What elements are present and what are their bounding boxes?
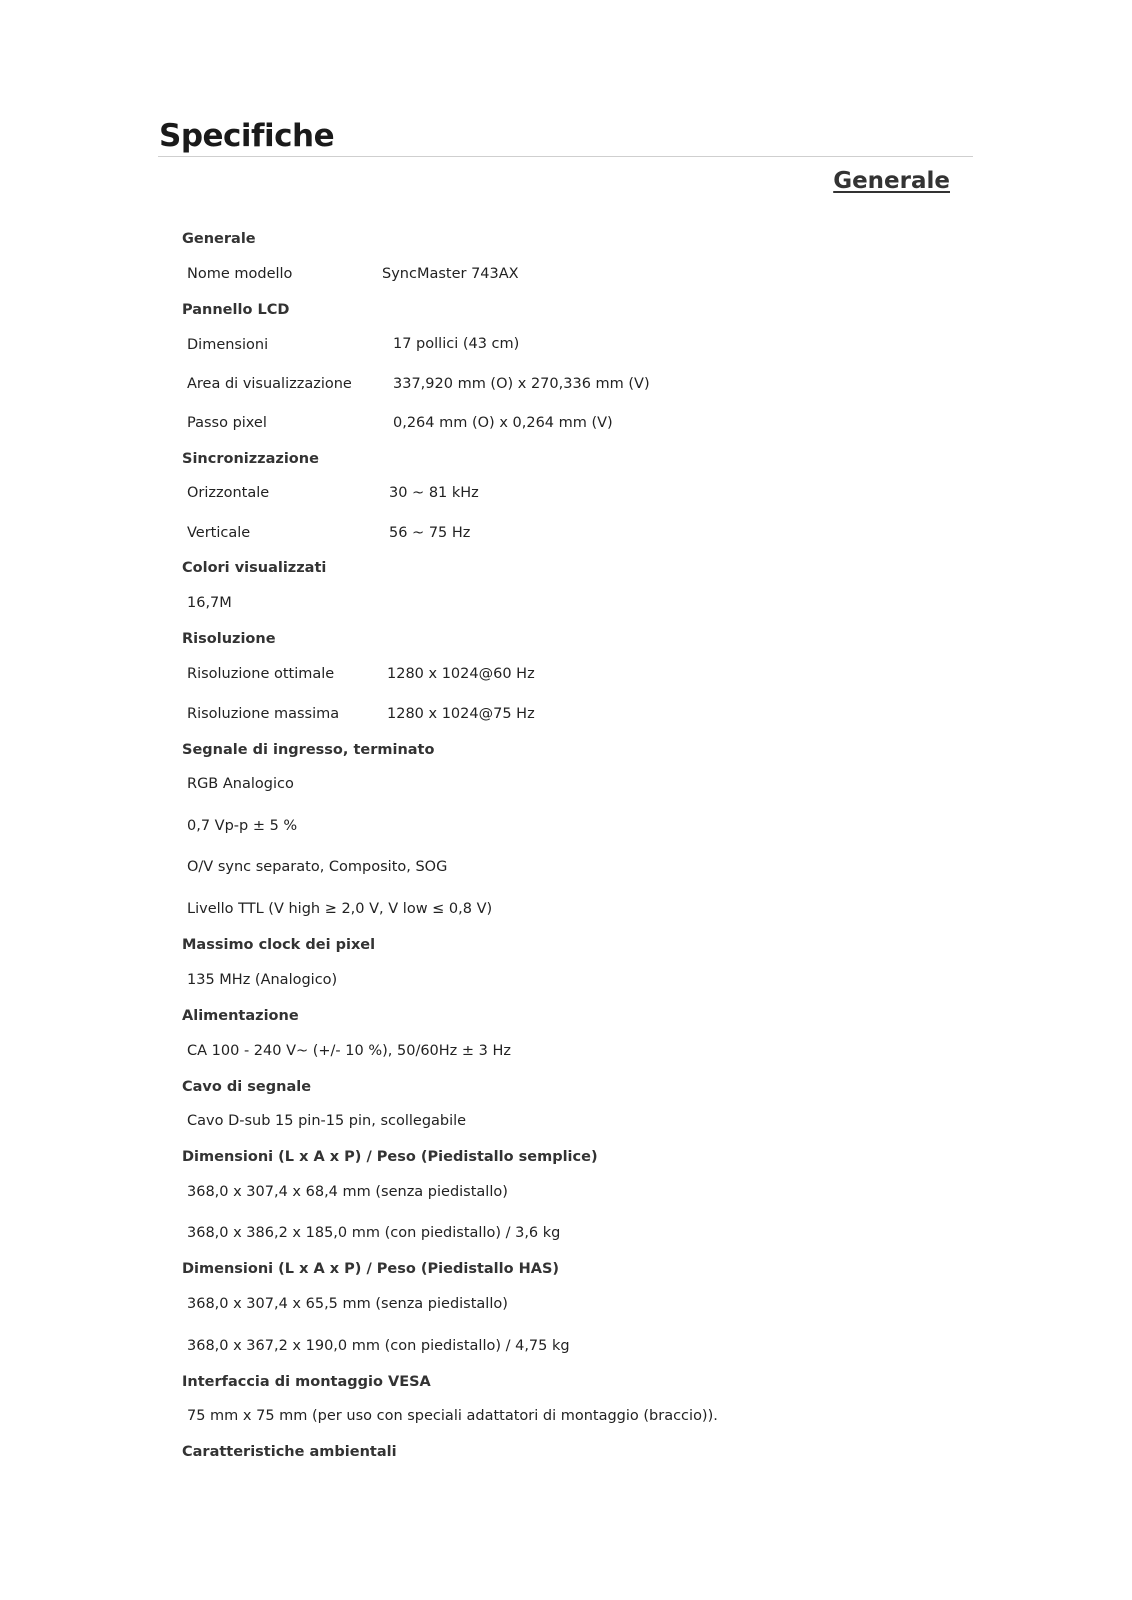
- title-divider: [158, 156, 973, 157]
- dimensioni-semplice-line: 368,0 x 307,4 x 68,4 mm (senza piedistallo): [187, 1184, 508, 1200]
- heading-sincronizzazione: Sincronizzazione: [182, 451, 319, 467]
- segnale-line: 0,7 Vp-p ± 5 %: [187, 818, 298, 834]
- section-subtitle: Generale: [833, 168, 950, 194]
- label-area: Area di visualizzazione: [187, 376, 352, 392]
- heading-risoluzione: Risoluzione: [182, 631, 276, 647]
- heading-generale: Generale: [182, 231, 256, 247]
- label-risoluzione-massima: Risoluzione massima: [187, 706, 340, 722]
- heading-dimensioni-has: Dimensioni (L x A x P) / Peso (Piedistallo HAS): [182, 1261, 560, 1277]
- value-colori: 16,7M: [187, 595, 232, 611]
- page-title: Specifiche: [159, 118, 335, 154]
- heading-clock: Massimo clock dei pixel: [182, 937, 376, 953]
- value-risoluzione-ottimale: 1280 x 1024@60 Hz: [387, 666, 535, 682]
- value-vesa: 75 mm x 75 mm (per uso con speciali adattatori di montaggio (braccio)).: [187, 1408, 718, 1424]
- label-dimensioni: Dimensioni: [187, 337, 269, 353]
- value-nome-modello: SyncMaster 743AX: [382, 266, 519, 282]
- heading-alimentazione: Alimentazione: [182, 1008, 299, 1024]
- heading-cavo: Cavo di segnale: [182, 1079, 312, 1095]
- segnale-line: O/V sync separato, Composito, SOG: [187, 859, 448, 875]
- heading-colori: Colori visualizzati: [182, 560, 327, 576]
- value-risoluzione-massima: 1280 x 1024@75 Hz: [387, 706, 535, 722]
- value-alimentazione: CA 100 - 240 V~ (+/- 10 %), 50/60Hz ± 3 Hz: [187, 1043, 512, 1059]
- value-passo-pixel: 0,264 mm (O) x 0,264 mm (V): [393, 415, 613, 431]
- label-risoluzione-ottimale: Risoluzione ottimale: [187, 666, 335, 682]
- heading-dimensioni-semplice: Dimensioni (L x A x P) / Peso (Piedistallo semplice): [182, 1149, 598, 1165]
- value-verticale: 56 ~ 75 Hz: [389, 525, 471, 541]
- heading-segnale: Segnale di ingresso, terminato: [182, 742, 435, 758]
- label-verticale: Verticale: [187, 525, 251, 541]
- value-area: 337,920 mm (O) x 270,336 mm (V): [393, 376, 650, 392]
- dimensioni-has-line: 368,0 x 367,2 x 190,0 mm (con piedistallo) / 4,75 kg: [187, 1338, 570, 1354]
- label-orizzontale: Orizzontale: [187, 485, 270, 501]
- heading-vesa: Interfaccia di montaggio VESA: [182, 1374, 431, 1390]
- value-cavo: Cavo D-sub 15 pin-15 pin, scollegabile: [187, 1113, 467, 1129]
- heading-pannello-lcd: Pannello LCD: [182, 302, 290, 318]
- heading-ambientali: Caratteristiche ambientali: [182, 1444, 397, 1460]
- value-clock: 135 MHz (Analogico): [187, 972, 338, 988]
- segnale-line: Livello TTL (V high ≥ 2,0 V, V low ≤ 0,8 V): [187, 901, 493, 917]
- label-passo-pixel: Passo pixel: [187, 415, 267, 431]
- segnale-line: RGB Analogico: [187, 776, 294, 792]
- value-dimensioni: 17 pollici (43 cm): [393, 336, 520, 352]
- dimensioni-semplice-line: 368,0 x 386,2 x 185,0 mm (con piedistallo) / 3,6 kg: [187, 1225, 561, 1241]
- dimensioni-has-line: 368,0 x 307,4 x 65,5 mm (senza piedistallo): [187, 1296, 508, 1312]
- value-orizzontale: 30 ~ 81 kHz: [389, 485, 479, 501]
- label-nome-modello: Nome modello: [187, 266, 293, 282]
